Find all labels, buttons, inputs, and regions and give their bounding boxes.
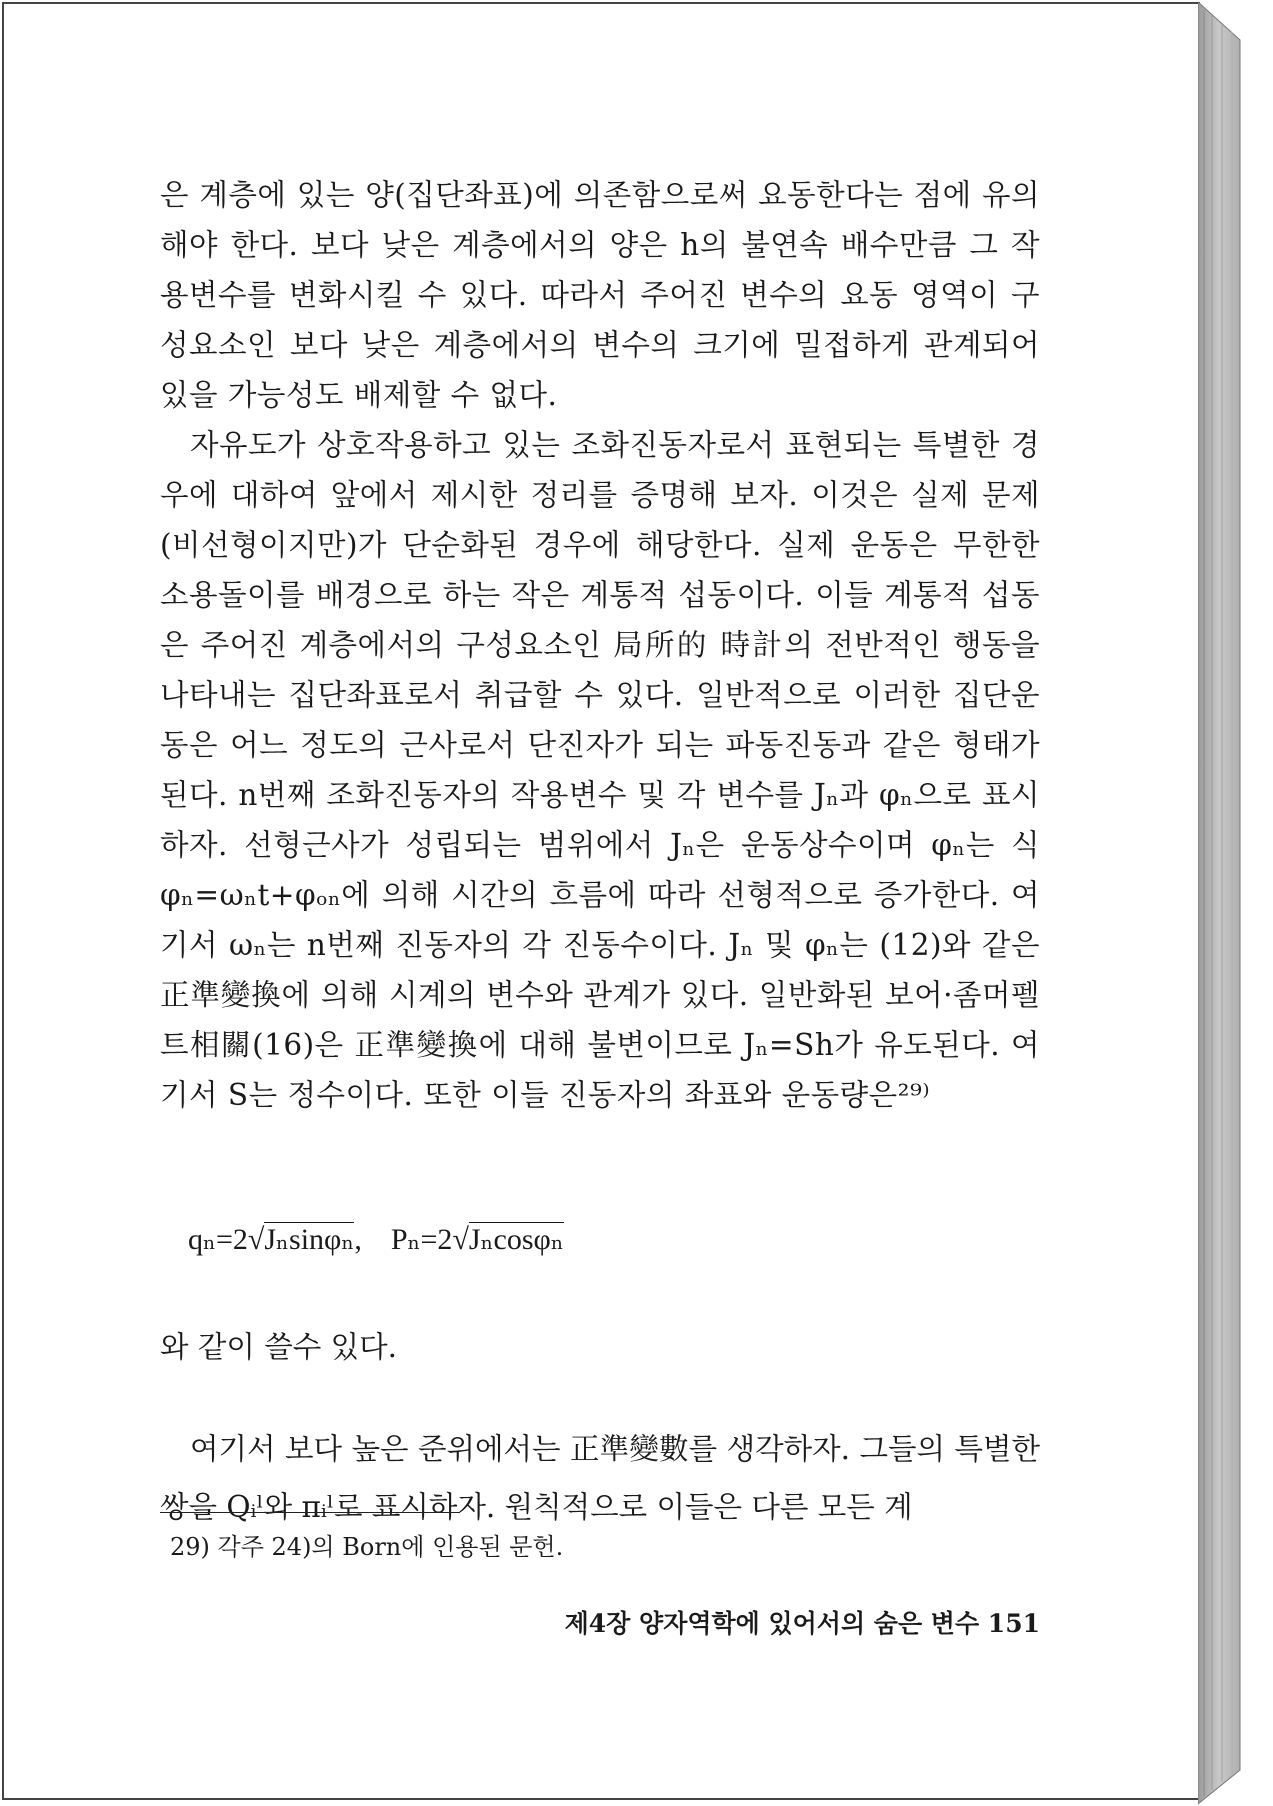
equation-coordinates-momenta bbox=[188, 1222, 564, 1257]
page-edge-graphic bbox=[1198, 0, 1273, 1806]
paragraph-1: 은 계층에 있는 양(집단좌표)에 의존함으로써 요동한다는 점에 유의해야 한다. 보다 낮은 계층에서의 양은 h의 불연속 배수만큼 그 작용변수를 변화시킬 수 있다. 따라서 주어진 변수의 요동 영역이 구성요소인 보다 낮은 계층에서의 변수의 크기에 밀접하게 관계되어 있을 가능성도 배제할 수 없다. bbox=[160, 178, 1040, 412]
sqrt-symbol: √ bbox=[247, 1223, 265, 1256]
footnote-29: 29) 각주 24)의 Born에 인용된 문헌. bbox=[170, 1533, 564, 1561]
equation-separator: , bbox=[354, 1223, 362, 1256]
after-equation-text: 와 같이 쓸수 있다. bbox=[160, 1330, 397, 1364]
paragraph-2: 자유도가 상호작용하고 있는 조화진동자로서 표현되는 특별한 경우에 대하여 앞에서 제시한 정리를 증명해 보자. 이것은 실제 문제(비선형이지만)가 단순화된 경우에 해당한다. 실제 운동은 무한한 소용돌이를 배경으로 하는 작은 계통적 섭동이다. 이들 계통적 섭동은 주어진 계층에서의 구성요소인 局所的 時計의 전반적인 행동을 나타내는 집단좌표로서 취급할 수 있다. 일반적으로 이러한 집단운동은 어느 정도의 근사로서 단진자가 되는 파동진동과 같은 형태가 된다. n번째 조화진동자의 작용변수 및 각 변수를 Jₙ과 φₙ으로 표시하자. 선형근사가 성립되는 범위에서 Jₙ은 운동상수이며 φₙ는 식φₙ=ωₙt+φₒₙ에 의해 시간의 흐름에 따라 선형적으로 증가한다. 여기서 ωₙ는 n번째 진동자의 각 진동수이다. Jₙ 및 φₙ는 (12)와 같은 正準變換에 의해 시계의 변수와 관계가 있다. 일반화된 보어·좀머펠트相關(16)은 正準變換에 대해 불변이므로 Jₙ=Sh가 유도된다. 여기서 S는 정수이다. 또한 이들 진동자의 좌표와 운동량은²⁹⁾ bbox=[160, 428, 1040, 1112]
paragraph-3: 여기서 보다 높은 준위에서는 正準變數를 생각하자. 그들의 특별한 쌍을 Qᵢˡ와 πᵢˡ로 표시하자. 원칙적으로 이들은 다른 모든 계 bbox=[160, 1432, 1040, 1524]
equation-q-lhs: qₙ=2 bbox=[188, 1223, 248, 1256]
equation-p-lhs: Pₙ=2 bbox=[390, 1223, 453, 1256]
running-footer: 제4장 양자역학에 있어서의 숨은 변수 151 bbox=[564, 1609, 1040, 1638]
main-text bbox=[160, 170, 1040, 1120]
footnote-divider bbox=[160, 1512, 460, 1513]
sqrt-symbol: √ bbox=[452, 1223, 469, 1256]
equation-q-radicand: Jₙsinφₙ bbox=[264, 1223, 355, 1256]
page-stack-edge bbox=[1198, 0, 1273, 1806]
equation-p-radicand: Jₙcosφₙ bbox=[468, 1223, 564, 1256]
